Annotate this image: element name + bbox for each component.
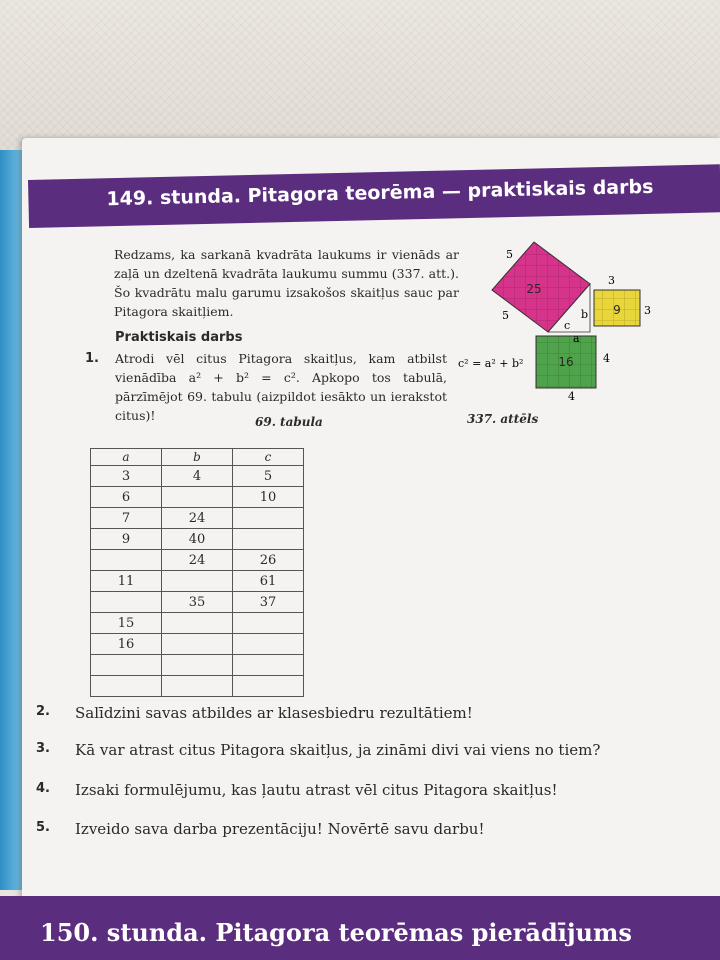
figure-337-pythagoras: [448, 232, 668, 412]
cell: 6: [91, 487, 162, 508]
label-yellow-top: 3: [608, 274, 615, 287]
figure-caption: 337. attēls: [467, 412, 539, 426]
cell: [91, 592, 162, 613]
label-green-bottom: 4: [568, 390, 575, 403]
label-green-right: 4: [603, 352, 610, 365]
table-row: [91, 655, 304, 676]
cell: [162, 655, 233, 676]
table-caption: 69. tabula: [255, 415, 323, 429]
cell: [233, 613, 304, 634]
cell: 26: [233, 550, 304, 571]
header-a: a: [91, 449, 162, 466]
label-yellow-right: 3: [644, 304, 651, 317]
cell: 5: [233, 466, 304, 487]
cell: 61: [233, 571, 304, 592]
cell: [233, 655, 304, 676]
cell: 10: [233, 487, 304, 508]
cell: [162, 676, 233, 697]
table-row: [91, 529, 304, 550]
yellow-square-area: 9: [613, 303, 621, 317]
question-4-text: Izsaki formulējumu, kas ļautu atrast vēl citus Pitagora skaitļus!: [75, 781, 558, 799]
header-b: b: [162, 449, 233, 466]
cell: [233, 676, 304, 697]
question-5-text: Izveido sava darba prezentāciju! Novērtē savu darbu!: [75, 820, 485, 838]
cell: [91, 655, 162, 676]
question-3-number: 3.: [36, 741, 50, 756]
table-row: [91, 466, 304, 487]
yellow-square: [594, 290, 640, 326]
cell: [91, 550, 162, 571]
lesson-title: 149. stunda. Pitagora teorēma — praktiskais darbs: [106, 175, 654, 211]
next-lesson-title: 150. stunda. Pitagora teorēmas pierādījums: [40, 918, 632, 947]
cell: [233, 634, 304, 655]
cell: 3: [91, 466, 162, 487]
table-row: [91, 571, 304, 592]
header-c: c: [233, 449, 304, 466]
cell: [233, 529, 304, 550]
table-row: [91, 613, 304, 634]
label-a: a: [573, 332, 580, 345]
formula: c² = a² + b²: [458, 357, 524, 370]
table-row: [91, 550, 304, 571]
cell: [162, 487, 233, 508]
label-red-top: 5: [506, 248, 513, 261]
table-row: [91, 487, 304, 508]
cell: [91, 676, 162, 697]
question-5-number: 5.: [36, 820, 50, 835]
cell: [162, 613, 233, 634]
label-c: c: [564, 319, 571, 332]
cell: 16: [91, 634, 162, 655]
task-1-number: 1.: [85, 351, 99, 366]
cell: 15: [91, 613, 162, 634]
cell: 37: [233, 592, 304, 613]
cell: 24: [162, 508, 233, 529]
cell: 9: [91, 529, 162, 550]
table-header-row: [91, 449, 304, 466]
question-2-text: Salīdzini savas atbildes ar klasesbiedru rezultātiem!: [75, 704, 473, 722]
table-row: [91, 592, 304, 613]
practical-heading: Praktiskais darbs: [115, 330, 243, 345]
intro-paragraph: Redzams, ka sarkanā kvadrāta laukums ir vienāds ar zaļā un dzeltenā kvadrāta laukumu summu (337. att.). Šo kvadrātu malu garumu izsakošos skaitļus sauc par Pitagora skaitļiem.: [114, 247, 459, 319]
green-square: [536, 336, 596, 388]
pythagorean-table: [90, 448, 304, 697]
cell: [162, 571, 233, 592]
cell: [162, 634, 233, 655]
question-2-number: 2.: [36, 704, 50, 719]
cell: 7: [91, 508, 162, 529]
cell: 11: [91, 571, 162, 592]
label-b: b: [581, 308, 589, 321]
table-row: [91, 508, 304, 529]
task-1-text: Atrodi vēl citus Pitagora skaitļus, kam atbilst vienādība a² + b² = c². Apkopo tos tabulā, pārzīmējot 69. tabulu (aizpildot iesākto un ierakstot citus)!: [115, 351, 447, 423]
table-row: [91, 634, 304, 655]
label-red-left: 5: [502, 309, 509, 322]
cell: 35: [162, 592, 233, 613]
cell: 4: [162, 466, 233, 487]
green-square-area: 16: [558, 355, 574, 369]
background-wall: [0, 0, 720, 150]
question-3-text: Kā var atrast citus Pitagora skaitļus, ja zināmi divi vai viens no tiem?: [75, 741, 601, 759]
table-row: [91, 676, 304, 697]
question-4-number: 4.: [36, 781, 50, 796]
cell: [233, 508, 304, 529]
cell: 24: [162, 550, 233, 571]
red-square-area: 25: [526, 282, 542, 296]
cell: 40: [162, 529, 233, 550]
